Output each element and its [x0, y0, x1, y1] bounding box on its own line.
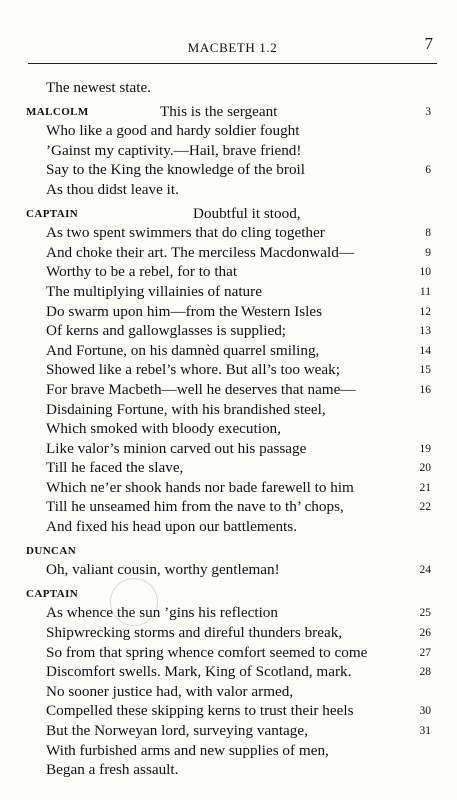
line-number: 13 [419, 325, 431, 338]
line-number: 24 [419, 564, 431, 577]
running-head: MACBETH 1.2 [187, 40, 278, 55]
verse-text: So from that spring whence comfort seemed to come [46, 643, 368, 661]
verse-text: Like valor’s minion carved out his passage [46, 439, 307, 457]
line-number: 11 [419, 285, 431, 298]
verse-line [0, 180, 457, 200]
verse-line [0, 541, 457, 561]
verse-text: Till he unseamed him from the nave to th’ chops, [46, 498, 344, 516]
verse-text: But the Norweyan lord, surveying vantage, [46, 722, 308, 739]
verse-text: Of kerns and gallowglasses is supplied; [46, 322, 287, 340]
verse-text: And choke their art. The merciless Macdonwald— [46, 243, 355, 261]
verse-line [0, 302, 457, 322]
line-number: 10 [419, 266, 431, 279]
verse-line [0, 380, 457, 400]
verse-line [0, 584, 457, 604]
verse-text: As two spent swimmers that do cling together [46, 224, 325, 242]
verse-line [0, 497, 457, 517]
verse-line [0, 603, 457, 623]
verse-text: For brave Macbeth—well he deserves that name— [46, 380, 356, 398]
verse-line [0, 262, 457, 282]
verse-text: Oh, valiant cousin, worthy gentleman! [46, 561, 280, 579]
verse-text: Which smoked with bloody execution, [46, 420, 281, 438]
speaker-name: CAPTAIN [26, 587, 79, 600]
verse-text: The multiplying villainies of nature [46, 282, 262, 300]
verse-line [0, 102, 457, 122]
verse-line [0, 282, 457, 302]
verse-text: Who like a good and hardy soldier fought [46, 122, 300, 140]
verse-text: And fixed his head upon our battlements. [46, 518, 297, 536]
verse-text: Discomfort swells. Mark, King of Scotland, mark. [46, 663, 352, 681]
verse-text: ’Gainst my captivity.—Hail, brave friend! [46, 141, 302, 159]
line-number: 3 [425, 105, 431, 118]
verse-line [0, 204, 457, 224]
verse-text: As whence the sun ’gins his reflection [46, 604, 278, 622]
verse-line [0, 682, 457, 702]
verse-line [0, 662, 457, 682]
line-number: 28 [419, 666, 431, 679]
line-number: 30 [419, 705, 431, 718]
verse-line [0, 243, 457, 263]
verse-text: This is the sergeant [160, 102, 278, 120]
verse-text: Shipwrecking storms and direful thunders break, [46, 624, 343, 642]
verse-text: Disdaining Fortune, with his brandished steel, [46, 400, 326, 418]
verse-line [0, 560, 457, 580]
line-number: 31 [419, 725, 431, 737]
page-header [28, 30, 437, 64]
line-number: 16 [419, 383, 431, 396]
line-number: 22 [419, 501, 431, 514]
verse-line [0, 321, 457, 341]
verse-line [0, 643, 457, 663]
verse-line [0, 760, 457, 780]
verse-text: Showed like a rebel’s whore. But all’s too weak; [46, 361, 340, 379]
header-rule [28, 63, 437, 64]
verse-line [0, 517, 457, 537]
line-number: 8 [425, 227, 431, 240]
line-number: 21 [419, 481, 431, 494]
verse-line [0, 701, 457, 721]
play-text [0, 78, 457, 780]
verse-line [0, 121, 457, 141]
speaker-name: CAPTAIN [26, 207, 79, 220]
line-number: 19 [419, 442, 431, 455]
line-number: 27 [419, 646, 431, 659]
verse-line [0, 439, 457, 459]
speaker-name: DUNCAN [26, 544, 77, 557]
verse-line [0, 458, 457, 478]
verse-text: Say to the King the knowledge of the broil [46, 161, 305, 179]
page-number: 7 [424, 34, 433, 53]
verse-text: As thou didst leave it. [46, 180, 179, 198]
line-number: 9 [425, 246, 431, 259]
verse-line [0, 223, 457, 243]
line-number: 26 [419, 627, 431, 640]
speaker-name: MALCOLM [26, 105, 89, 118]
verse-line [0, 160, 457, 180]
line-number: 15 [419, 364, 431, 377]
verse-line [0, 400, 457, 420]
verse-line [0, 623, 457, 643]
verse-line [0, 341, 457, 361]
verse-text: Compelled these skipping kerns to trust their heels [46, 702, 354, 720]
line-number: 20 [419, 462, 431, 475]
line-number: 6 [425, 164, 431, 177]
verse-text: Began a fresh assault. [46, 761, 179, 779]
line-number: 25 [419, 607, 431, 620]
verse-text: Doubtful it stood, [193, 204, 301, 222]
verse-line [0, 78, 457, 98]
verse-text: The newest state. [46, 79, 152, 96]
line-number: 12 [419, 305, 431, 318]
verse-line [0, 721, 457, 741]
verse-text: No sooner justice had, with valor armed, [46, 682, 294, 700]
verse-text: And Fortune, on his damnèd quarrel smiling, [46, 341, 320, 359]
verse-text: With furbished arms and new supplies of men, [46, 741, 329, 759]
verse-text: Do swarm upon him—from the Western Isles [46, 302, 323, 320]
verse-text: Which ne’er shook hands nor bade farewell to him [46, 478, 354, 496]
verse-text: Till he faced the slave, [46, 459, 184, 477]
verse-line [0, 141, 457, 161]
verse-line [0, 478, 457, 498]
verse-line [0, 741, 457, 761]
verse-line [0, 419, 457, 439]
line-number: 14 [419, 344, 431, 357]
verse-line [0, 360, 457, 380]
verse-text: Worthy to be a rebel, for to that [46, 263, 238, 281]
